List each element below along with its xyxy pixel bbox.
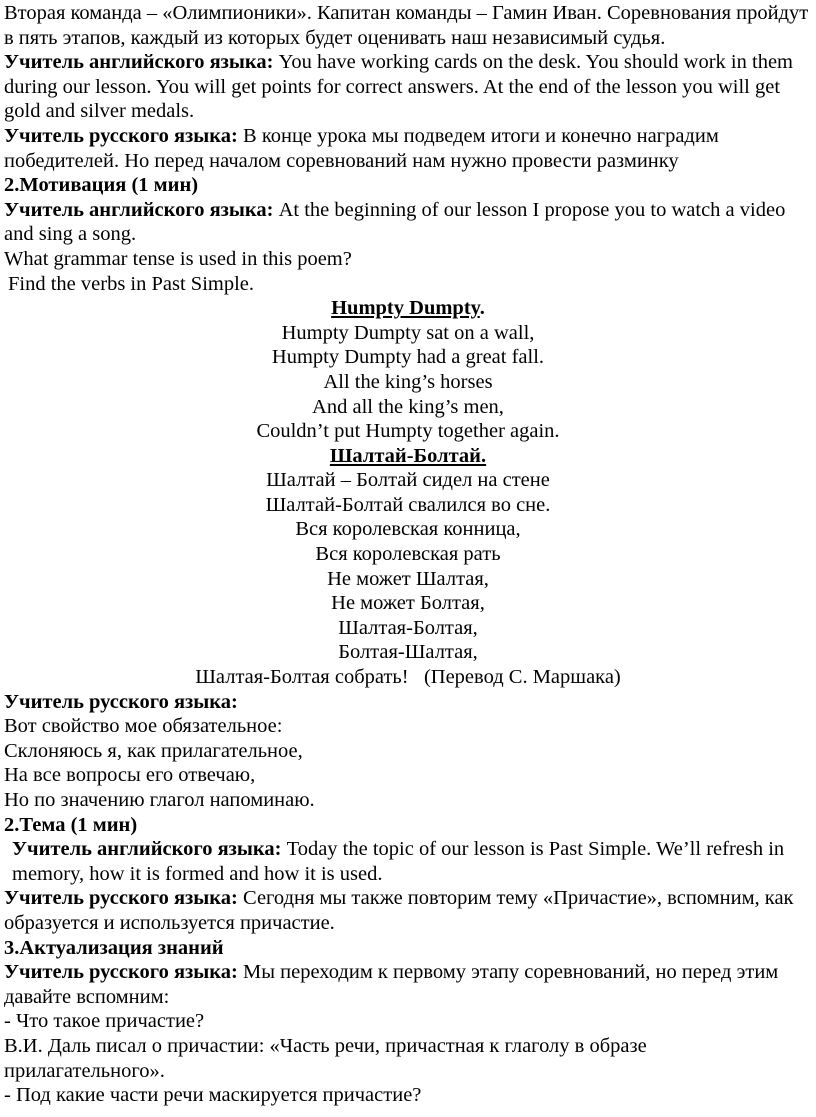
poem-line: Вся королевская конница, bbox=[295, 518, 521, 541]
english-teacher-paragraph-2 bbox=[4, 198, 812, 247]
speaker-label: Учитель английского языка: bbox=[4, 198, 274, 221]
riddle-line: На все вопросы его отвечаю, bbox=[4, 764, 256, 787]
poem-russian-title-line bbox=[4, 444, 812, 469]
riddle-speaker-label: Учитель русского языка: bbox=[4, 690, 238, 713]
poem-russian bbox=[4, 444, 812, 690]
paragraph-text: You have working cards on the desk. You should work in them during our lesson. You will get points for correct answers. At the end of the lesson you will get gold and silver medals. bbox=[4, 51, 793, 123]
speaker-label: Учитель русского языка: bbox=[4, 887, 238, 910]
speaker-label: Учитель русского языка: bbox=[4, 961, 238, 984]
poem-line: Шалтай-Болтай свалился во сне. bbox=[265, 493, 551, 516]
poem-english bbox=[4, 296, 812, 444]
paragraph-text: Сегодня мы также повторим тему «Причастие», вспомним, как образуется и используется причастие. bbox=[4, 887, 794, 934]
section-heading-topic: 2.Тема (1 мин) bbox=[4, 813, 138, 836]
intro-paragraph: Вторая команда – «Олимпионики». Капитан команды – Гамин Иван. Соревнования пройдут в пять этапов, каждый из которых будет оценивать наш независимый судья. bbox=[4, 2, 809, 49]
question-what-is-participle: - Что такое причастие? bbox=[4, 1010, 205, 1033]
paragraph-text: В конце урока мы подведем итоги и конечно наградим победителей. Но перед началом соревнований нам нужно провести разминку bbox=[4, 124, 719, 172]
poem-line: Humpty Dumpty sat on a wall, bbox=[281, 321, 535, 344]
poem-english-title-line bbox=[4, 296, 812, 321]
poem-line: Не может Болтая, bbox=[331, 592, 485, 615]
russian-teacher-paragraph-1 bbox=[4, 124, 812, 173]
riddle-line: Но по значению глагол напоминаю. bbox=[4, 789, 315, 811]
section-heading-actualization: 3.Актуализация знаний bbox=[4, 936, 224, 959]
poem-line: Шалтай – Болтай сидел на стене bbox=[266, 469, 550, 492]
english-teacher-paragraph-1 bbox=[4, 50, 812, 124]
speaker-label: Учитель русского языка: bbox=[4, 124, 238, 147]
task-find-verbs: Find the verbs in Past Simple. bbox=[8, 272, 254, 295]
paragraph-text: Today the topic of our lesson is Past Simple. We’ll refresh in memory, how it is formed and how it is used. bbox=[12, 838, 785, 885]
poem-line: Вся королевская рать bbox=[315, 543, 501, 566]
poem-line: Не может Шалтая, bbox=[327, 567, 489, 590]
speaker-label: Учитель английского языка: bbox=[12, 838, 282, 861]
dahl-quote: В.И. Даль писал о причастии: «Часть речи, причастная к глаголу в образе прилагательного». bbox=[4, 1034, 647, 1082]
poem-russian-title: Шалтай-Болтай. bbox=[329, 444, 487, 467]
poem-line: Couldn’t put Humpty together again. bbox=[256, 420, 560, 443]
poem-line: And all the king’s men, bbox=[312, 395, 504, 418]
poem-english-title-punct: . bbox=[479, 297, 485, 320]
riddle-line: Склоняюсь я, как прилагательное, bbox=[4, 739, 303, 762]
question-disguise: - Под какие части речи маскируется причастие? bbox=[4, 1084, 422, 1107]
paragraph-text: At the beginning of our lesson I propose you to watch a video and sing a song. bbox=[4, 198, 786, 246]
poem-english-title: Humpty Dumpty bbox=[331, 297, 480, 320]
russian-teacher-paragraph-4 bbox=[4, 960, 812, 1009]
poem-line: Шалтая-Болтая, bbox=[338, 616, 478, 639]
english-teacher-paragraph-3 bbox=[4, 837, 812, 886]
document-page bbox=[4, 0, 812, 1108]
poem-line: Humpty Dumpty had a great fall. bbox=[271, 346, 545, 369]
poem-line: Болтая-Шалтая, bbox=[338, 641, 478, 664]
russian-teacher-paragraph-3 bbox=[4, 886, 812, 935]
riddle-line: Вот свойство мое обязательное: bbox=[4, 715, 283, 738]
section-heading-motivation: 2.Мотивация (1 мин) bbox=[4, 174, 199, 197]
poem-last-line-with-credit: Шалтая-Болтая собрать! (Перевод С. Маршака) bbox=[195, 666, 621, 689]
speaker-label: Учитель английского языка: bbox=[4, 51, 274, 74]
paragraph-text: Мы переходим к первому этапу соревнований, но перед этим давайте вспомним: bbox=[4, 961, 779, 1008]
poem-line: All the king’s horses bbox=[323, 370, 493, 393]
question-tense: What grammar tense is used in this poem? bbox=[4, 247, 352, 270]
